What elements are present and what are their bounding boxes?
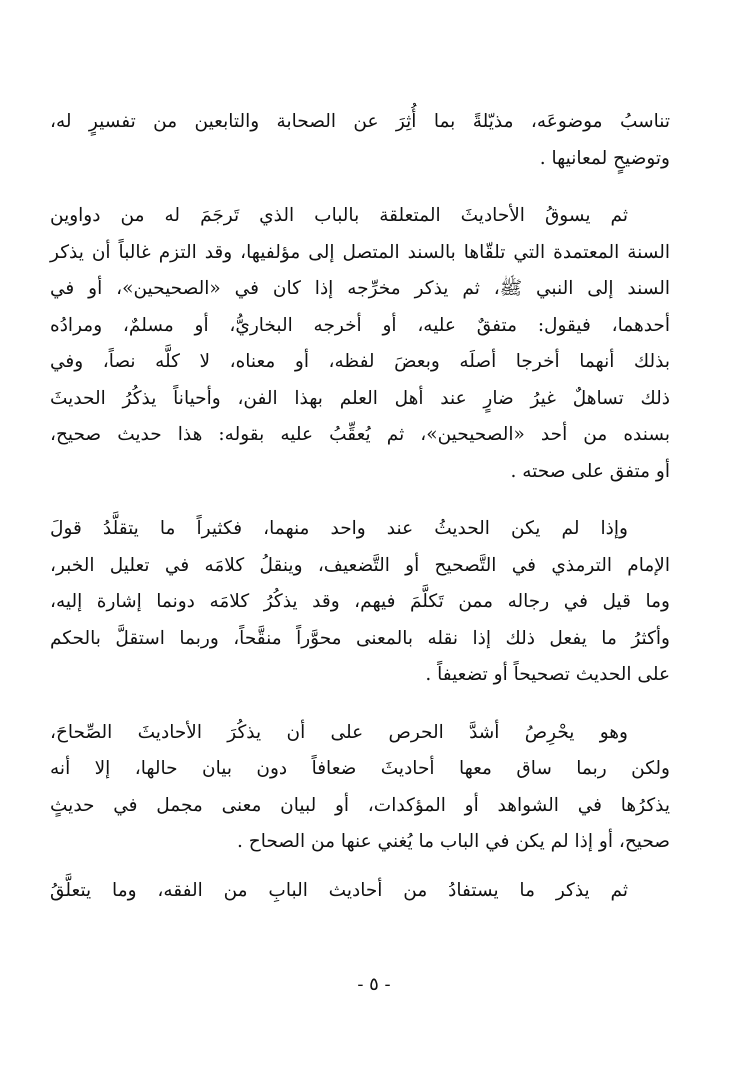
text-line: وهو يحْرِصُ أشدَّ الحرص على أن يذكُرَ الأحاديثَ الصِّحاحَ، bbox=[50, 721, 628, 743]
text-line: تناسبُ موضوعَه، مذيّلةً بما أُثِرَ عن الصحابة والتابعين من تفسيرٍ له، bbox=[50, 111, 670, 132]
paragraph-1 bbox=[50, 104, 670, 177]
page-number: - ٥ - bbox=[357, 974, 391, 995]
text-line: وأكثرُ ما يفعل ذلك إذا نقله بالمعنى محوَّراً منقَّحاً، وربما استقلَّ بالحكم bbox=[50, 627, 670, 649]
text-line: وما قيل في رجاله ممن تَكلَّمَ فيهم، وقد يذكُرُ كلامَه دونما إشارة إليه، bbox=[50, 591, 670, 612]
text-line: أو متفق على صحته . bbox=[510, 460, 670, 482]
text-line: السنة المعتمدة التي تلقّاها بالسند المتصل إلى مؤلفيها، وقد التزم غالباً أن يذكر bbox=[50, 241, 670, 263]
text-line: صحيح، أو إذا لم يكن في الباب ما يُغني عنها من الصحاح . bbox=[237, 831, 670, 852]
text-line: وتوضيحٍ لمعانيها . bbox=[539, 147, 670, 169]
body-text bbox=[50, 104, 670, 930]
text-line: بذلك أنهما أخرجا أصلَه وبعضَ لفظه، أو معناه، لا كلَّه نصاً، وفي bbox=[50, 351, 670, 372]
paragraph-2 bbox=[50, 198, 670, 490]
text-line: ثم يسوقُ الأحاديثَ المتعلقة بالباب الذي تَرجَمَ له من دواوين bbox=[50, 205, 628, 226]
text-line: ولكن ربما ساق معها أحاديثَ ضعافاً دون بيان حالها، إلا أنه bbox=[50, 758, 670, 779]
text-line: بسنده من أحد «الصحيحين»، ثم يُعقِّبُ عليه بقوله: هذا حديث صحيح، bbox=[50, 424, 670, 445]
text-line: أحدهما، فيقول: متفقٌ عليه، أو أخرجه البخاريُّ، أو مسلمٌ، ومرادُه bbox=[50, 314, 670, 336]
text-line: السند إلى النبي ﷺ، ثم يذكر مخرِّجه إذا كان في «الصحيحين»، أو في bbox=[50, 278, 670, 299]
paragraph-4 bbox=[50, 715, 670, 861]
text-line: يذكرُها في الشواهد أو المؤكدات، أو لبيان معنى مجمل في حديثٍ bbox=[50, 794, 670, 816]
text-line: الإمام الترمذي في التَّصحيح أو التَّضعيف، وينقلُ كلامَه في تعليل الخبر، bbox=[50, 554, 670, 576]
text-line: ذلك تساهلٌ غيرُ ضارٍ عند أهل العلم بهذا الفن، وأحياناً يذكُرُ الحديثَ bbox=[50, 387, 670, 409]
paragraph-5 bbox=[50, 873, 670, 910]
text-line: وإذا لم يكن الحديثُ عند واحد منهما، فكثيراً ما يتقلَّدُ قولَ bbox=[50, 518, 628, 539]
text-line: ثم يذكر ما يستفادُ من أحاديث البابِ من الفقه، وما يتعلَّقُ bbox=[50, 879, 628, 901]
paragraph-3 bbox=[50, 511, 670, 694]
text-line: على الحديث تصحيحاً أو تضعيفاً . bbox=[425, 664, 670, 685]
